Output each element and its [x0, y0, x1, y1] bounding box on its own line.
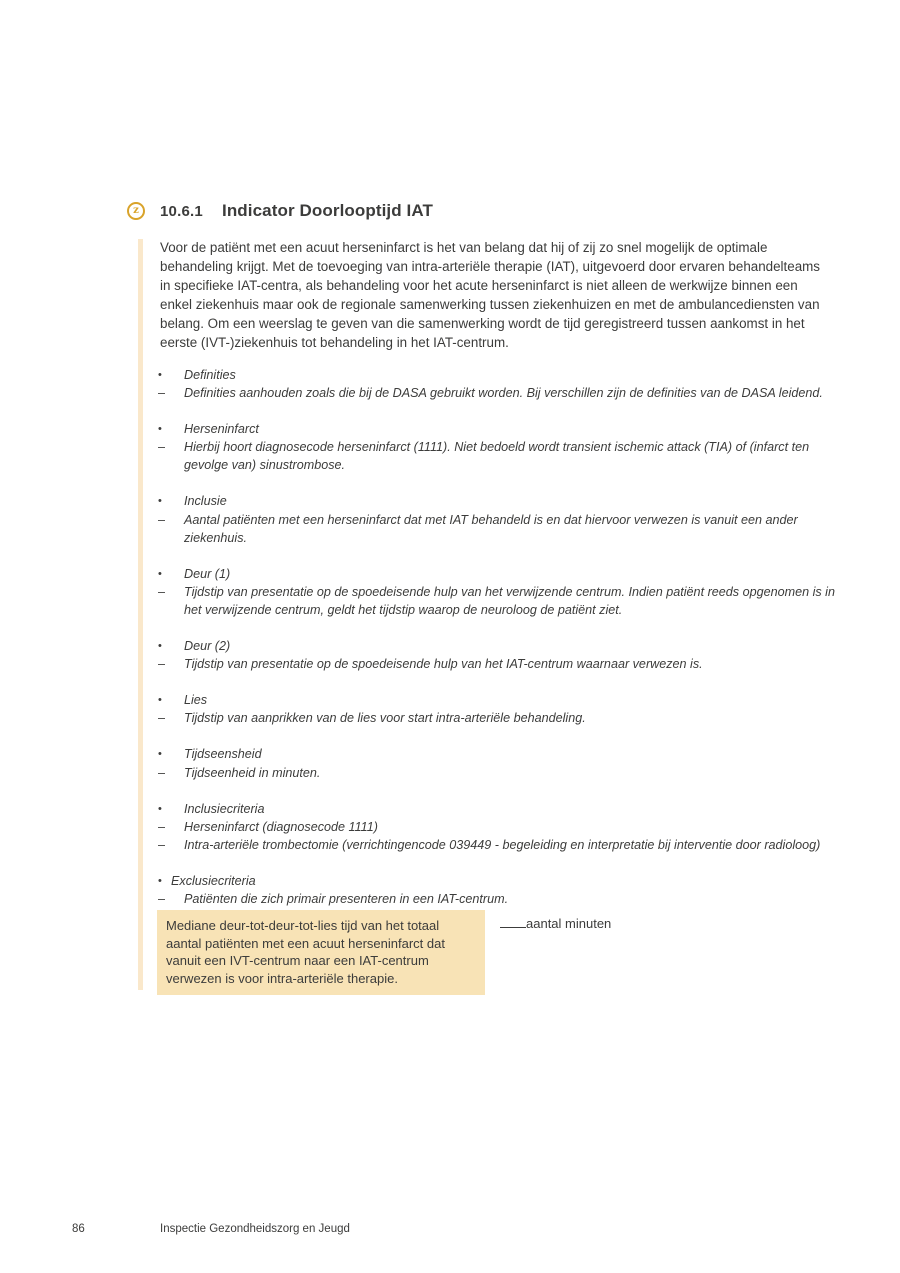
definition-group — [158, 366, 842, 402]
indicator-box-text: Mediane deur-tot-deur-tot-lies tijd van het totaal aantal patiënten met een acuut herseninfarct dat vanuit een IVT-centrum naar een IAT-centrum verwezen is voor intra-arteriële therapie. — [166, 918, 445, 986]
definition-term-row — [158, 745, 842, 763]
accent-bar — [138, 239, 143, 990]
definition-group — [158, 745, 842, 781]
indicator-box — [157, 910, 485, 995]
definition-term-row — [158, 492, 842, 510]
definition-term: Definities — [184, 368, 236, 382]
definition-group — [158, 637, 842, 673]
definition-description-row — [158, 836, 842, 854]
dash-marker: – — [158, 837, 166, 852]
definition-description-row — [158, 655, 842, 673]
definition-description-row — [158, 384, 842, 402]
footer-organization: Inspectie Gezondheidszorg en Jeugd — [160, 1223, 350, 1235]
definition-term: Inclusiecriteria — [184, 801, 265, 816]
page-number: 86 — [72, 1223, 85, 1235]
answer-label: aantal minuten — [526, 916, 612, 931]
definition-term-row — [158, 800, 842, 818]
definition-term-row — [158, 565, 842, 583]
definition-term-row — [158, 637, 842, 655]
definition-description: Tijdseenheid in minuten. — [184, 765, 321, 780]
bullet-marker: • — [158, 423, 162, 436]
bullet-marker: • — [158, 694, 162, 707]
definition-description: Herseninfarct (diagnosecode 1111) — [184, 819, 378, 834]
definition-term: Tijdseensheid — [184, 747, 262, 762]
definition-term-row — [158, 366, 842, 384]
dash-marker: – — [158, 584, 166, 599]
definition-description: Tijdstip van presentatie op de spoedeisende hulp van het IAT-centrum waarnaar verwezen is. — [184, 657, 703, 672]
definition-term: Herseninfarct — [184, 422, 259, 437]
dash-marker: – — [158, 512, 166, 527]
dash-marker: – — [158, 711, 166, 726]
definition-description: Patiënten die zich primair presenteren in een IAT-centrum. — [184, 891, 509, 906]
definition-description: Aantal patiënten met een herseninfarct dat met IAT behandeld is en dat hiervoor verwezen is vanuit een ander ziekenhuis. — [184, 512, 798, 545]
definition-group — [158, 565, 842, 619]
definition-group — [158, 872, 842, 908]
definition-group — [158, 492, 842, 546]
definition-term: Deur (1) — [184, 566, 231, 581]
bullet-marker: • — [158, 802, 162, 815]
definition-description: Tijdstip van aanprikken van de lies voor start intra-arteriële behandeling. — [184, 711, 586, 726]
definition-description-row — [158, 583, 842, 619]
bullet-marker: • — [158, 640, 162, 653]
definition-group — [158, 420, 842, 474]
bullet-marker: • — [158, 369, 162, 381]
definition-description: Intra-arteriële trombectomie (verrichtingencode 039449 - begeleiding en interpretatie bij interventie door radioloog) — [184, 837, 821, 852]
dash-marker: – — [158, 386, 166, 401]
definition-description-row — [158, 709, 842, 727]
definition-group — [158, 800, 842, 854]
definition-description: Definities aanhouden zoals die bij de DASA gebruikt worden. Bij verschillen zijn de definities van de DASA leidend. — [184, 386, 823, 401]
indicator-z-icon: z — [127, 202, 145, 220]
definition-description-row — [158, 438, 842, 474]
section-header — [127, 201, 433, 221]
definition-term: Lies — [184, 693, 208, 708]
bullet-marker: • — [158, 748, 162, 761]
dash-marker: – — [158, 657, 166, 672]
section-number: 10.6.1 — [160, 202, 203, 220]
answer-line — [500, 914, 611, 932]
definition-term-row — [158, 872, 842, 890]
dash-marker: – — [158, 819, 166, 834]
definition-term-row — [158, 691, 842, 709]
definition-description: Hierbij hoort diagnosecode herseninfarct (1111). Niet bedoeld wordt transient ischemic attack (TIA) of (infarct ten gevolge van) sinustrombose. — [184, 440, 810, 473]
bullet-marker: • — [158, 567, 162, 580]
answer-blank — [500, 914, 526, 928]
dash-marker: – — [158, 765, 166, 780]
definition-description-row — [158, 818, 842, 836]
dash-marker: – — [158, 891, 166, 906]
bullet-marker: • — [158, 874, 162, 887]
definition-term: Exclusiecriteria — [171, 873, 256, 888]
definition-group — [158, 691, 842, 727]
section-title: Indicator Doorlooptijd IAT — [222, 201, 433, 220]
definition-description-row — [158, 511, 842, 547]
definition-description-row — [158, 764, 842, 782]
definition-description-row — [158, 890, 842, 908]
intro-paragraph: Voor de patiënt met een acuut herseninfarct is het van belang dat hij of zij zo snel mogelijk de optimale behandeling krijgt. Met de toevoeging van intra-arteriële therapie (IAT), uitgevoerd door ervaren behandelteams in specifieke IAT-centra, als behandeling voor het acute herseninfarct is niet alleen de werkwijze binnen een enkel ziekenhuis maar ook de regionale samenwerking tussen ziekenhuizen en met de ambulancediensten van belang. Om een weerslag te geven van die samenwerking wordt de tijd geregistreerd tussen aankomst in het eerste (IVT-)ziekenhuis tot behandeling in het IAT-centrum. — [160, 240, 820, 351]
definition-term-row — [158, 420, 842, 438]
definition-description: Tijdstip van presentatie op de spoedeisende hulp van het verwijzende centrum. Indien patiënt reeds opgenomen is in het verwijzende centrum, geldt het tijdstip waarop de neuroloog de patiënt ziet. — [184, 584, 835, 617]
dash-marker: – — [158, 440, 166, 455]
bullet-marker: • — [158, 495, 162, 508]
definition-list — [158, 366, 842, 926]
definition-term: Inclusie — [184, 494, 227, 509]
definition-term: Deur (2) — [184, 639, 231, 654]
